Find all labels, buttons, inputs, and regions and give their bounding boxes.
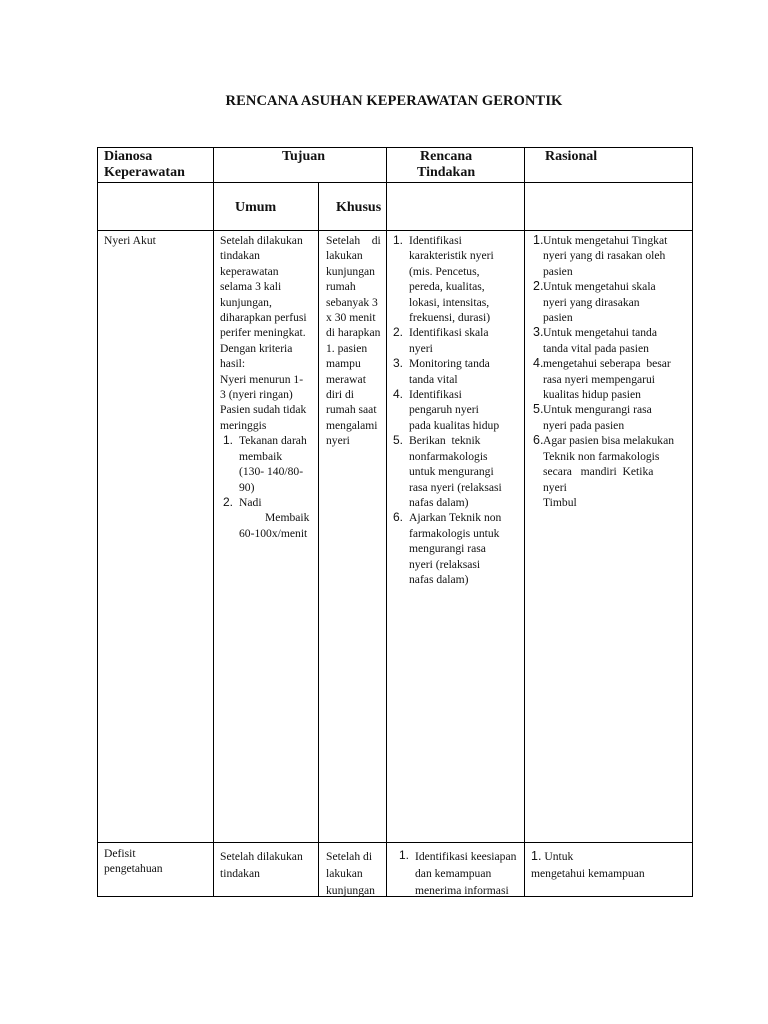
- row1-umum-line: tindakan: [220, 249, 260, 263]
- row1-khusus-line: mengalami: [326, 418, 378, 432]
- list-item: [223, 433, 316, 495]
- row2-khusus-line: Setelah di: [326, 850, 373, 863]
- list-line: nyeri (relaksasi: [409, 557, 481, 571]
- list-line: secara mandiri Ketika: [543, 465, 654, 479]
- list-number: 3.: [533, 325, 544, 340]
- row1-umum-line: keperawatan: [220, 264, 279, 278]
- list-line: Identifikasi skala: [409, 326, 489, 340]
- list-number: 2.: [533, 279, 544, 294]
- list-number: 1.: [531, 849, 542, 863]
- row1-khusus-line: nyeri: [326, 434, 350, 448]
- list-item: [533, 356, 691, 402]
- list-line: pasien: [543, 264, 573, 278]
- list-line: Identifikasi: [409, 234, 462, 247]
- row2-diagnosa: [104, 846, 163, 877]
- list-number: 1.: [223, 433, 234, 448]
- list-line: nafas dalam): [409, 572, 469, 586]
- row1-rencana-list: [393, 233, 523, 587]
- list-line: nyeri yang di rasakan oleh: [543, 249, 666, 263]
- list-line: (mis. Pencetus,: [409, 264, 480, 278]
- list-line: rasa nyeri mempengarui: [543, 372, 656, 386]
- list-number: 4.: [393, 387, 404, 402]
- list-item: [533, 433, 691, 510]
- list-line: Identifikasi: [409, 388, 462, 402]
- row1-umum-line: kunjungan,: [220, 295, 272, 309]
- list-line: Untuk mengetahui Tingkat: [543, 234, 668, 247]
- list-number: 6.: [393, 510, 404, 525]
- list-line: tanda vital: [409, 372, 458, 386]
- document-title: RENCANA ASUHAN KEPERAWATAN GERONTIK: [225, 93, 563, 109]
- list-number: 3.: [393, 356, 404, 371]
- list-line: lokasi, intensitas,: [409, 295, 490, 309]
- table-rule-tujuan: [213, 182, 386, 183]
- row1-khusus-line: diri di: [326, 388, 355, 402]
- list-line: Untuk mengetahui skala: [543, 280, 656, 294]
- list-line: untuk mengurangi: [409, 465, 494, 479]
- list-line: pasien: [543, 311, 573, 325]
- table-border-top: [97, 147, 693, 148]
- list-line: pada kualitas hidup: [409, 418, 500, 432]
- table-col-rule-4: [524, 147, 525, 897]
- table-col-rule-1: [213, 147, 214, 897]
- row1-umum: [220, 233, 316, 541]
- list-line: frekuensi, durasi): [409, 311, 491, 325]
- row1-rasional-list: [533, 233, 691, 510]
- list-line: karakteristik nyeri: [409, 249, 494, 263]
- list-number: 5.: [533, 402, 544, 417]
- list-item: [393, 356, 523, 387]
- row1-umum-line: perifer meningkat.: [220, 326, 306, 340]
- list-item: [533, 279, 691, 325]
- list-line: Nadi: [239, 495, 262, 509]
- list-line: Berikan teknik: [409, 434, 481, 448]
- list-line: Agar pasien bisa melakukan: [543, 434, 675, 448]
- table-border-left: [97, 147, 98, 897]
- list-line: Tekanan darah: [239, 434, 307, 448]
- list-line: Membaik: [265, 511, 310, 525]
- list-line: Teknik non farmakologis: [543, 449, 660, 463]
- list-number: 6.: [533, 433, 544, 448]
- list-line: rasa nyeri (relaksasi: [409, 480, 502, 494]
- table-col-rule-2: [318, 182, 319, 897]
- row1-khusus-line: 1. pasien: [326, 341, 368, 355]
- list-number: 4.: [533, 356, 544, 371]
- row1-umum-line: selama 3 kali: [220, 280, 282, 294]
- table-rule-diagnosa: [97, 182, 213, 183]
- list-line: mengurangi rasa: [409, 542, 486, 556]
- care-plan-table: [97, 147, 693, 897]
- list-line: dan kemampuan: [415, 867, 492, 880]
- list-item: [393, 233, 523, 325]
- list-number: 2.: [393, 325, 404, 340]
- list-line: nyeri yang dirasakan: [543, 295, 640, 309]
- row1-khusus: [326, 233, 384, 449]
- list-line: nyeri pada pasien: [543, 418, 625, 432]
- list-item: [393, 325, 523, 356]
- row2-diagnosa-line: Defisit: [104, 847, 136, 860]
- list-item: [533, 402, 691, 433]
- list-line: nyeri: [543, 480, 567, 494]
- row1-khusus-line: rumah: [326, 280, 356, 294]
- row2-diagnosa-line: pengetahuan: [104, 862, 163, 876]
- list-line: 60-100x/menit: [239, 526, 308, 540]
- list-line: pereda, kualitas,: [409, 280, 485, 294]
- row1-khusus-line: lakukan: [326, 249, 363, 263]
- row1-umum-line: Dengan kriteria: [220, 341, 293, 355]
- list-line: Timbul: [543, 495, 577, 509]
- row1-khusus-line: kunjungan: [326, 264, 375, 278]
- table-border-bottom: [97, 896, 693, 897]
- list-line: pengaruh nyeri: [409, 403, 479, 417]
- list-number: 2.: [223, 494, 234, 509]
- list-line: farmakologis untuk: [409, 526, 500, 540]
- row1-khusus-line: sebanyak 3: [326, 295, 378, 309]
- list-line: Ajarkan Teknik non: [409, 511, 502, 525]
- list-number: 1.: [399, 848, 410, 862]
- list-item: [393, 387, 523, 433]
- list-line: Untuk: [544, 850, 574, 863]
- row1-umum-line: meringgis: [220, 418, 267, 432]
- header-tujuan: Tujuan: [281, 149, 326, 164]
- list-line: membaik: [239, 449, 283, 463]
- row2-umum-line: tindakan: [220, 867, 260, 880]
- row1-rencana: [393, 233, 523, 587]
- row1-khusus-line: rumah saat: [326, 403, 377, 417]
- row2-khusus-line: lakukan: [326, 867, 363, 880]
- list-line: Identifikasi keesiapan: [415, 850, 517, 863]
- row2-rencana-list: [399, 848, 525, 899]
- table-col-rule-3: [386, 147, 387, 897]
- list-number: 1.: [533, 233, 544, 247]
- header-diagnosa: [104, 149, 212, 181]
- row2-umum: [220, 848, 303, 882]
- row1-khusus-line: di harapkan: [326, 326, 381, 340]
- list-line: Untuk mengetahui tanda: [543, 326, 657, 340]
- row1-khusus-line: merawat: [326, 372, 366, 386]
- list-line: mengetahui seberapa besar: [543, 357, 671, 371]
- list-item: [393, 510, 523, 587]
- list-item: [399, 848, 525, 899]
- header-diagnosa-line: Keperawatan: [104, 165, 185, 180]
- row2-khusus-line: kunjungan: [326, 884, 375, 897]
- list-line: 90): [239, 480, 255, 494]
- header-diagnosa-line: Dianosa: [104, 149, 153, 164]
- row1-khusus-line: Setelah di: [326, 234, 381, 247]
- header-khusus: Khusus: [336, 200, 382, 215]
- header-rencana-line: Tindakan: [417, 165, 476, 180]
- list-item: [533, 325, 691, 356]
- header-rasional: Rasional: [545, 149, 598, 164]
- row1-khusus-line: mampu: [326, 357, 361, 371]
- row1-umum-criteria-list: [223, 433, 316, 541]
- row1-umum-line: diharapkan perfusi: [220, 311, 307, 325]
- list-line: tanda vital pada pasien: [543, 341, 649, 355]
- list-line: nafas dalam): [409, 495, 469, 509]
- row2-rasional: [531, 848, 691, 882]
- row2-khusus: [326, 848, 375, 899]
- list-line: Monitoring tanda: [409, 357, 490, 371]
- header-rencana: [417, 149, 475, 181]
- list-line: menerima informasi: [415, 884, 509, 897]
- row1-umum-line: Pasien sudah tidak: [220, 403, 307, 417]
- row1-umum-line: Nyeri menurun 1-: [220, 372, 304, 386]
- list-item: [533, 233, 691, 279]
- row1-rasional: [533, 233, 691, 510]
- header-umum: Umum: [235, 200, 277, 215]
- list-line: nyeri: [409, 341, 433, 355]
- table-border-right: [692, 147, 693, 897]
- row1-diagnosa: Nyeri Akut: [104, 234, 156, 247]
- row1-umum-line: hasil:: [220, 357, 246, 371]
- list-line: kualitas hidup pasien: [543, 388, 641, 402]
- row1-khusus-line: x 30 menit: [326, 311, 376, 325]
- list-item: [531, 848, 691, 865]
- list-line: (130- 140/80-: [239, 465, 304, 479]
- row2-rencana: [399, 848, 525, 899]
- header-rencana-line: Rencana: [420, 149, 473, 164]
- row2-umum-line: Setelah dilakukan: [220, 850, 303, 863]
- row1-umum-line: Setelah dilakukan: [220, 234, 303, 247]
- table-rule-rencana: [386, 182, 693, 183]
- list-number: 5.: [393, 433, 404, 448]
- list-line: nonfarmakologis: [409, 449, 488, 463]
- table-rule-row-2: [97, 842, 693, 843]
- list-line: Untuk mengurangi rasa: [543, 403, 652, 417]
- list-item: [393, 433, 523, 510]
- list-number: 1.: [393, 233, 404, 247]
- table-rule-header-2: [97, 230, 693, 231]
- list-line: mengetahui kemampuan: [531, 867, 645, 880]
- list-item: [223, 495, 316, 541]
- row1-umum-line: 3 (nyeri ringan): [220, 388, 293, 402]
